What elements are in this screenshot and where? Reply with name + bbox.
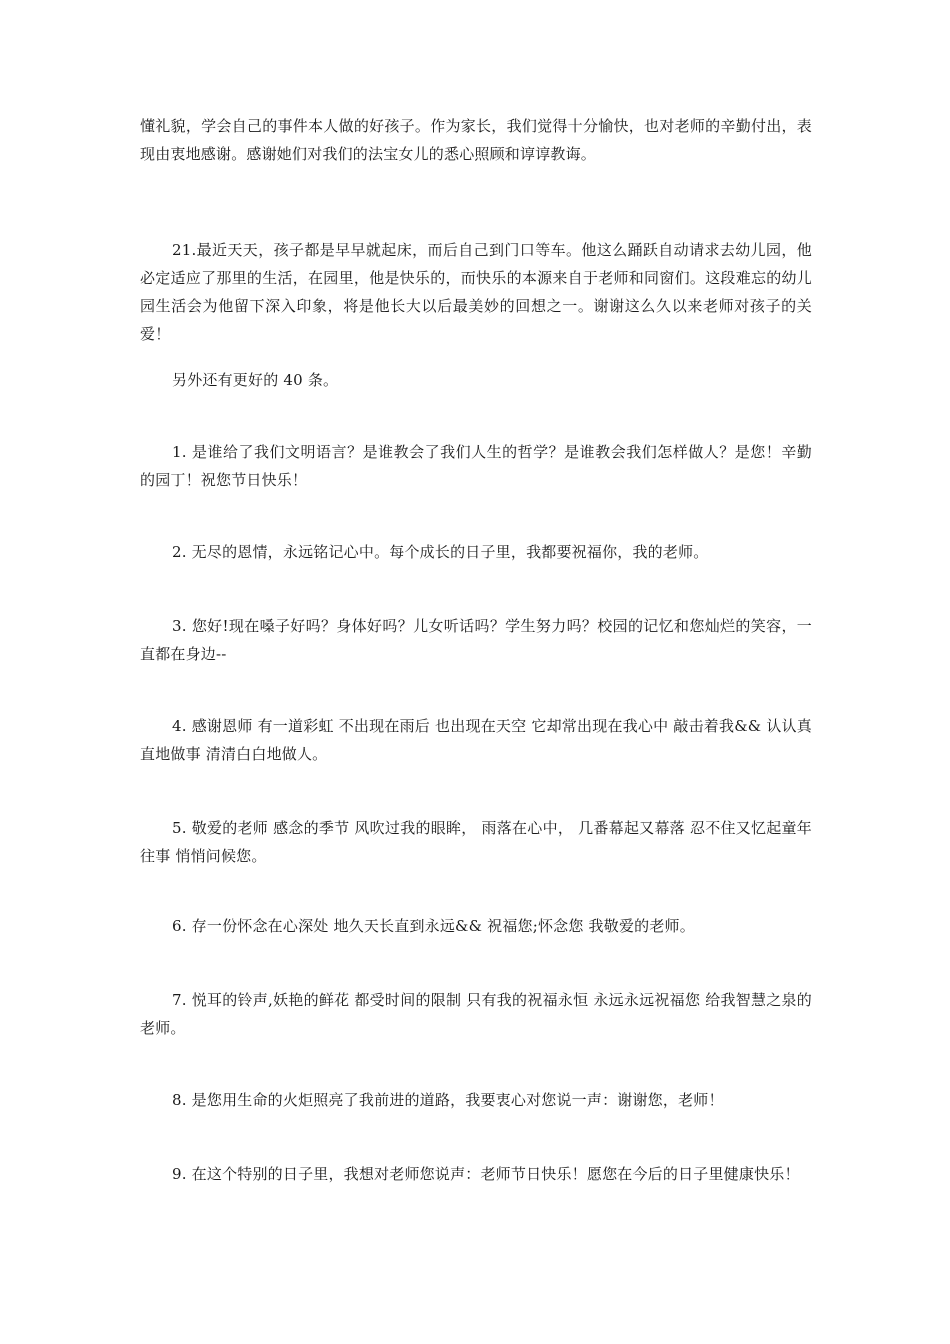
list-item-3: 3. 您好!现在嗓子好吗？身体好吗？儿女听话吗？学生努力吗？校园的记忆和您灿烂的笑容，一直都在身边-- xyxy=(140,617,812,663)
paragraph-more-40: 另外还有更好的 40 条。 xyxy=(172,371,339,389)
list-item-1: 1. 是谁给了我们文明语言？是谁教会了我们人生的哲学？是谁教会我们怎样做人？是您！辛勤的园丁！祝您节日快乐！ xyxy=(140,443,812,489)
paragraph-intro: 懂礼貌，学会自己的事件本人做的好孩子。作为家长，我们觉得十分愉快，也对老师的辛勤付出，表现由衷地感谢。感谢她们对我们的法宝女儿的悉心照顾和谆谆教诲。 xyxy=(140,117,812,163)
list-item-7: 7. 悦耳的铃声,妖艳的鲜花 都受时间的限制 只有我的祝福永恒 永远永远祝福您 给我智慧之泉的老师。 xyxy=(140,991,812,1037)
list-item-6: 6. 存一份怀念在心深处 地久天长直到永远&& 祝福您;怀念您 我敬爱的老师。 xyxy=(172,917,695,935)
list-item-5: 5. 敬爱的老师 感念的季节 风吹过我的眼眸， 雨落在心中， 几番幕起又幕落 忍不住又忆起童年往事 悄悄问候您。 xyxy=(140,819,812,865)
list-item-2: 2. 无尽的恩情，永远铭记心中。每个成长的日子里，我都要祝福你，我的老师。 xyxy=(172,543,709,561)
paragraph-21: 21.最近天天，孩子都是早早就起床，而后自己到门口等车。他这么踊跃自动请求去幼儿园，他必定适应了那里的生活，在园里，他是快乐的，而快乐的本源来自于老师和同窗们。这段难忘的幼儿园生活会为他留下深入印象，将是他长大以后最美妙的回想之一。谢谢这么久以来老师对孩子的关爱！ xyxy=(140,241,812,343)
list-item-9: 9. 在这个特别的日子里，我想对老师您说声：老师节日快乐！愿您在今后的日子里健康快乐！ xyxy=(172,1165,800,1183)
list-item-4: 4. 感谢恩师 有一道彩虹 不出现在雨后 也出现在天空 它却常出现在我心中 敲击着我&& 认认真直地做事 清清白白地做人。 xyxy=(140,717,812,763)
list-item-8: 8. 是您用生命的火炬照亮了我前进的道路，我要衷心对您说一声：谢谢您，老师！ xyxy=(172,1091,724,1109)
